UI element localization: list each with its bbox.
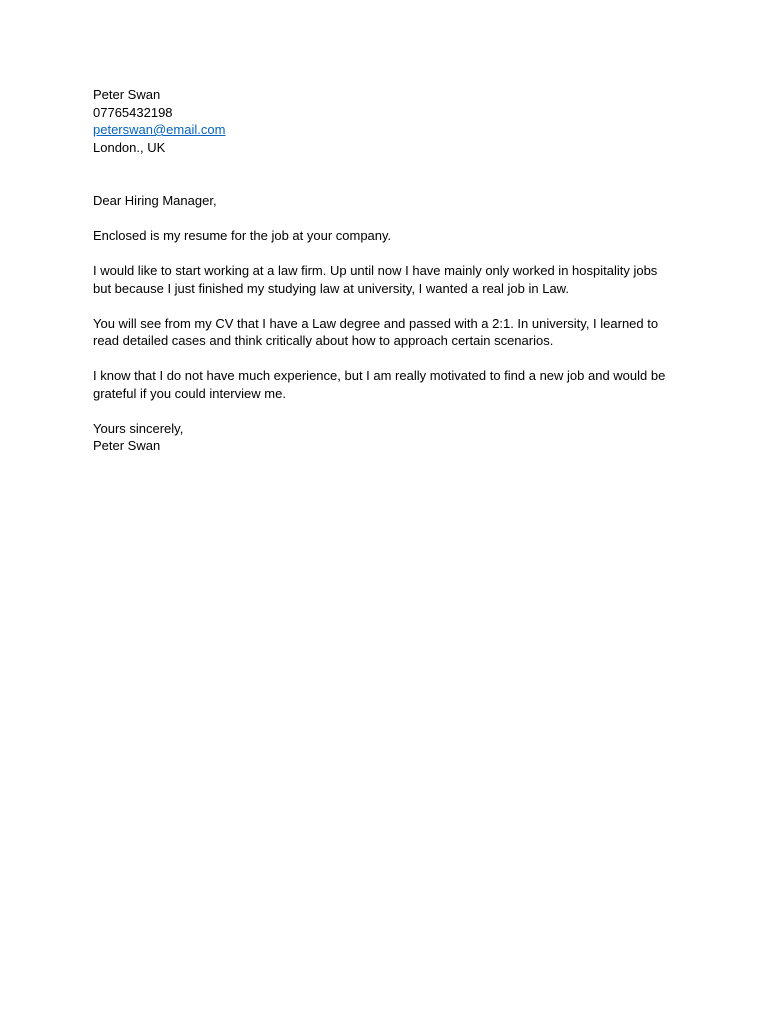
sender-details bbox=[93, 86, 693, 156]
letter-paragraph-1 bbox=[93, 227, 693, 245]
paragraph-line: You will see from my CV that I have a Law degree and passed with a 2:1. In university, I learned to bbox=[93, 315, 659, 331]
letter-paragraph-4 bbox=[93, 367, 693, 402]
sender-location: London., UK bbox=[93, 139, 166, 155]
paragraph-line: read detailed cases and think critically about how to approach certain scenarios. bbox=[93, 333, 554, 348]
paragraph-line: Enclosed is my resume for the job at your company. bbox=[93, 228, 392, 243]
letter-paragraph-2 bbox=[93, 262, 693, 297]
closing: Yours sincerely, bbox=[93, 420, 184, 436]
paragraph-line: grateful if you could interview me. bbox=[93, 385, 286, 401]
letter-page bbox=[93, 86, 693, 455]
paragraph-line: I would like to start working at a law firm. Up until now I have mainly only worked in hospitality jobs bbox=[93, 263, 658, 278]
sign-off bbox=[93, 420, 693, 455]
salutation: Dear Hiring Manager, bbox=[93, 193, 217, 208]
sender-name: Peter Swan bbox=[93, 87, 161, 102]
paragraph-line: I know that I do not have much experience, but I am really motivated to find a new job and would be bbox=[93, 368, 666, 383]
paragraph-line: but because I just finished my studying law at university, I wanted a real job in Law. bbox=[93, 280, 569, 296]
sender-phone: 07765432198 bbox=[93, 104, 173, 120]
sender-email-link[interactable]: peterswan@email.com bbox=[93, 122, 226, 137]
signature: Peter Swan bbox=[93, 438, 161, 453]
letter-paragraph-3 bbox=[93, 315, 693, 350]
